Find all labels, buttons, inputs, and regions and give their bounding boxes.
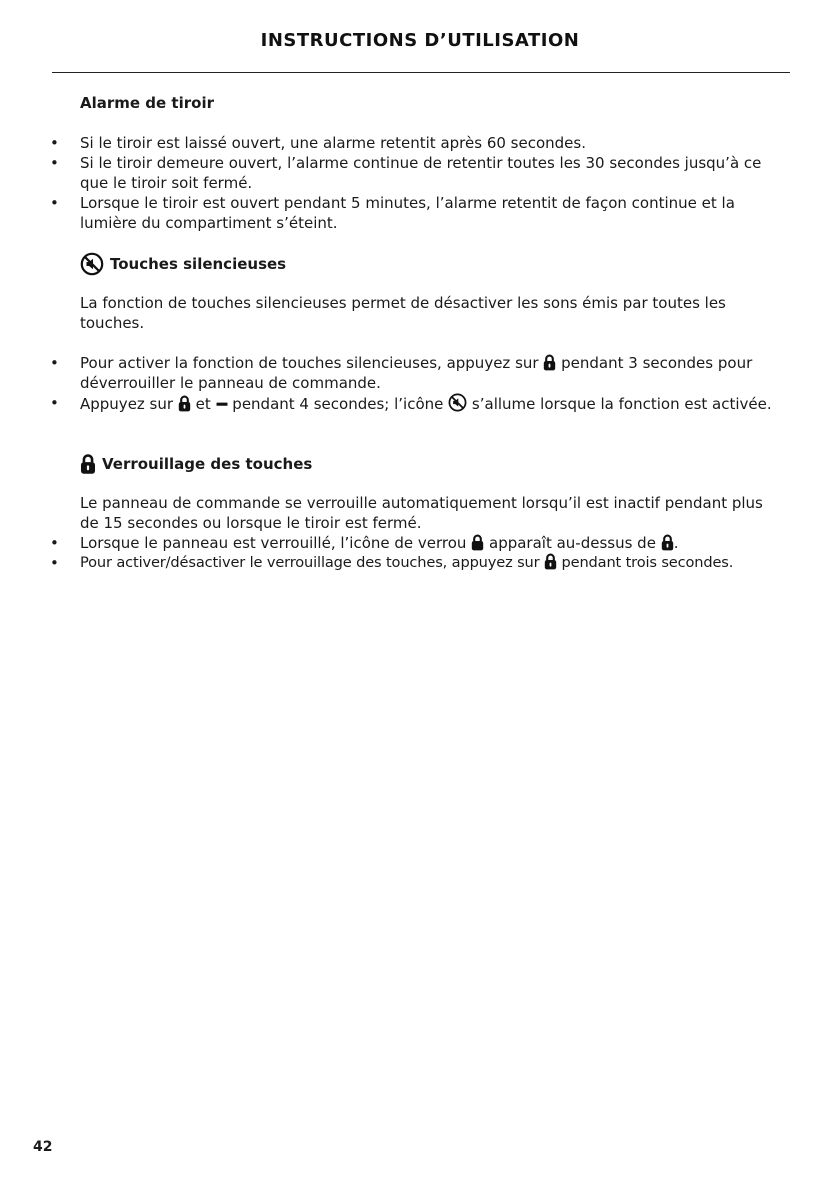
text-run: Pour activer/désactiver le verrouillage des touches, appuyez sur: [80, 554, 540, 571]
lock-icon: [178, 395, 191, 412]
lock-icon: [80, 453, 96, 475]
list-item: [0, 553, 840, 573]
text-run: et: [195, 395, 211, 413]
silent-keys-list: [0, 353, 840, 414]
section-heading-silent-keys: [80, 252, 286, 276]
header-divider: [52, 72, 790, 73]
list-item: • Si le tiroir demeure ouvert, l’alarme continue de retentir toutes les 30 secondes jusqu’à ce que le tiroir soit fermé.: [0, 153, 840, 193]
section-title: Alarme de tiroir: [80, 94, 214, 112]
text-run: Pour activer la fonction de touches silencieuses, appuyez sur: [80, 354, 539, 372]
section-heading-key-lock: [80, 453, 312, 475]
key-lock-intro: Le panneau de commande se verrouille automatiquement lorsqu’il est inactif pendant plus de 15 secondes ou lorsque le tiroir est fermé.: [80, 494, 763, 532]
lock-icon: [543, 354, 556, 371]
text-run: s’allume lorsque la fonction est activée.: [471, 395, 772, 413]
drawer-alarm-list: [0, 133, 840, 233]
text-run: pendant trois secondes.: [561, 554, 734, 571]
page-title: INSTRUCTIONS D’UTILISATION: [260, 30, 580, 51]
mute-icon: [80, 252, 104, 276]
key-lock-list: [0, 533, 840, 573]
text-run: Appuyez sur: [80, 395, 174, 413]
text-run: pendant 3 secondes pour déverrouiller le panneau de commande.: [80, 354, 753, 392]
list-item: • Lorsque le tiroir est ouvert pendant 5 minutes, l’alarme retentit de façon continue et la lumière du compartiment s’éteint.: [0, 193, 840, 233]
text-run: pendant 4 secondes; l’icône: [232, 395, 444, 413]
text-run: Lorsque le panneau est verrouillé, l’icône de verrou: [80, 534, 467, 552]
list-item: [0, 533, 840, 553]
lock-icon: [661, 534, 674, 551]
mute-icon: [448, 393, 467, 412]
list-item: [0, 353, 840, 393]
silent-keys-intro: La fonction de touches silencieuses permet de désactiver les sons émis par toutes les touches.: [80, 294, 726, 332]
minus-icon: [216, 398, 228, 412]
section-heading-drawer-alarm: [80, 93, 214, 113]
lock-icon: [471, 534, 484, 551]
list-item: • Si le tiroir est laissé ouvert, une alarme retentit après 60 secondes.: [0, 133, 840, 153]
list-item: [0, 393, 840, 414]
page-number: 42: [33, 1139, 53, 1155]
text-run: .: [673, 534, 679, 552]
section-title: Touches silencieuses: [110, 255, 287, 273]
section-title: Verrouillage des touches: [102, 455, 313, 473]
text-run: apparaît au-dessus de: [489, 534, 656, 552]
lock-icon: [544, 553, 557, 570]
